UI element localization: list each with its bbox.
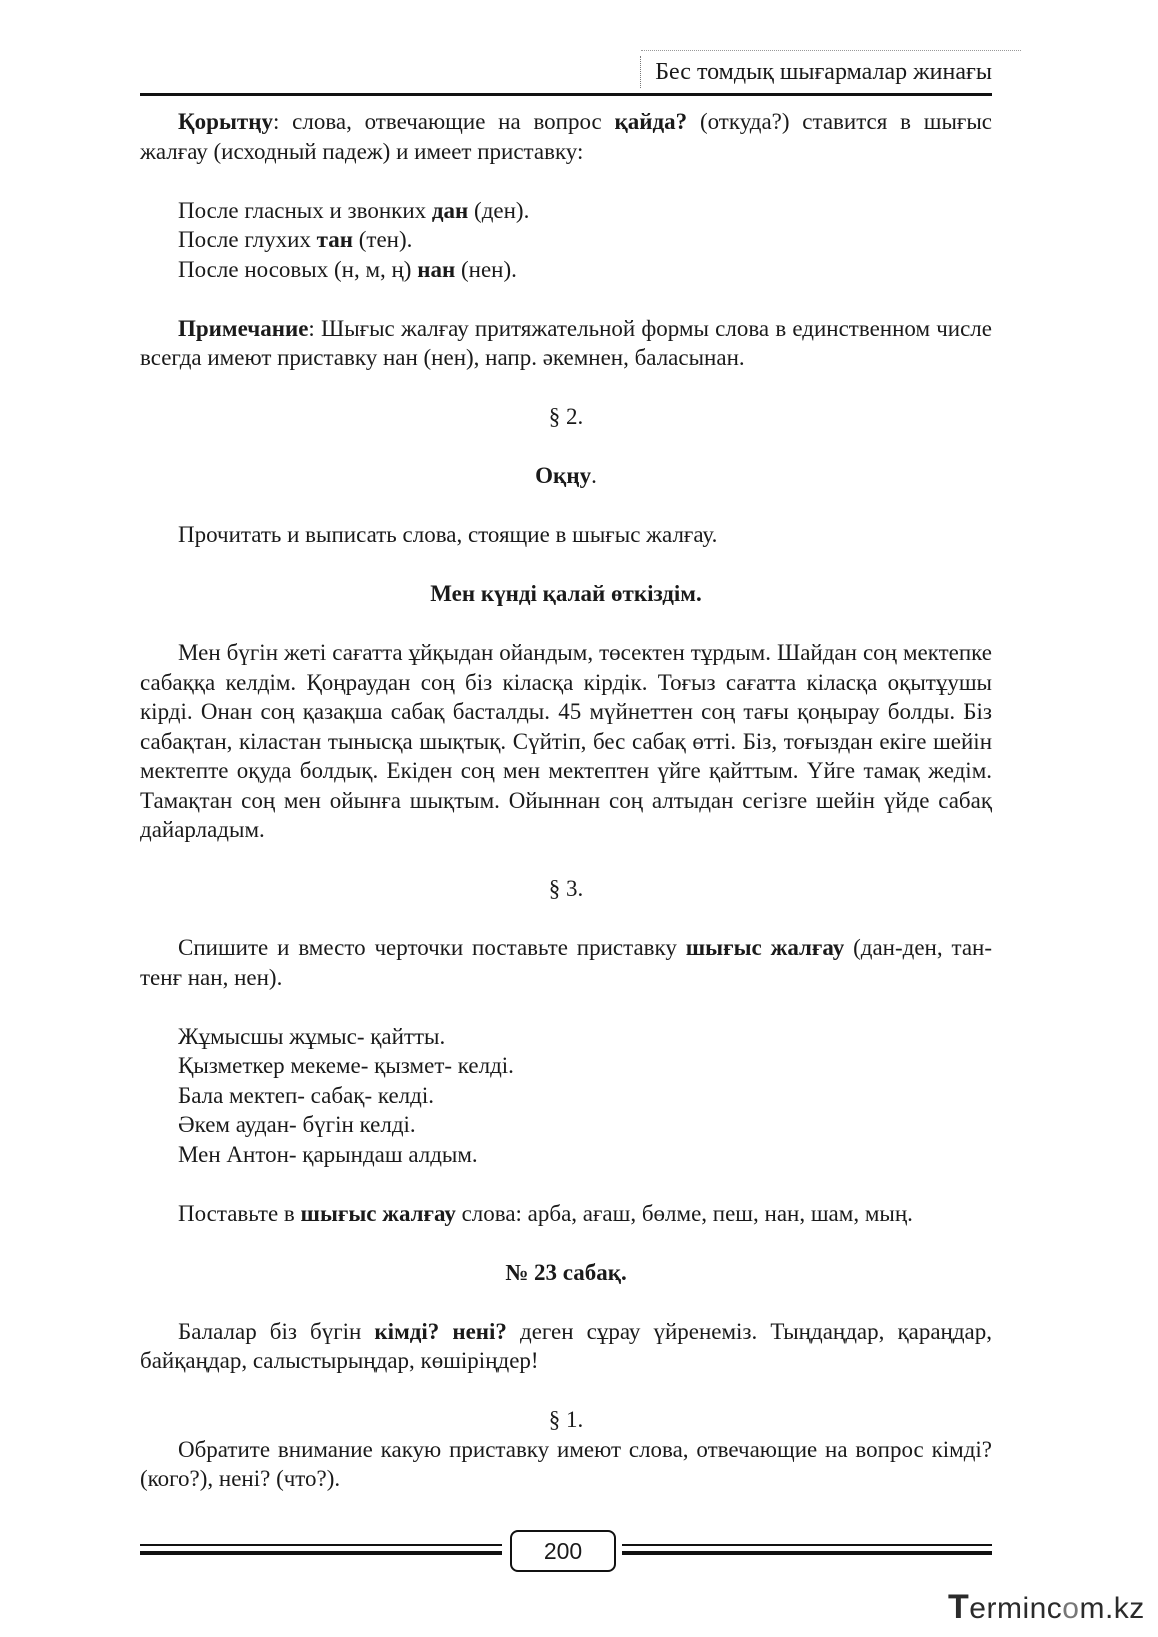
footer-rule-right	[622, 1544, 992, 1546]
intro-paragraph: Балалар біз бүгін кімді? нені? деген сұрау үйренеміз. Тыңдаңдар, қараңдар, байқаңдар, салыстырыңдар, көшіріңдер!	[140, 1318, 993, 1373]
footer-rule-left-thick	[140, 1551, 502, 1555]
definition-paragraph: Қорытңу: слова, отвечающие на вопрос қайда? (откуда?) ставится в шығыс жалғау (исходный падеж) и имеет приставку:	[140, 109, 992, 164]
running-header	[140, 52, 992, 96]
section-heading: Оқңу.	[535, 463, 597, 488]
task-paragraph: Спишите и вместо черточки поставьте приставку шығыс жалғау (дан-ден, тан-тенғ нан, нен).	[140, 935, 992, 990]
section-mark: § 3.	[548, 876, 584, 901]
exercise-line: Мен Антон- қарындаш алдым.	[178, 1141, 478, 1167]
note-paragraph: Примечание: Шығыс жалғау притяжательной формы слова в единственном числе всегда имеют приставку нан (нен), напр. әкемнен, баласынан.	[140, 315, 992, 370]
page-footer	[140, 1530, 992, 1570]
header-rule	[140, 93, 992, 96]
story-text: Мен бүгін жеті сағатта ұйқыдан ойандым, төсектен тұрдым. Шайдан соң мектепке сабаққа келдім. Қоңраудан соң біз кіласқа кірдік. Тоғыз сағатта кіласқа оқытұушы кірді. Онан соң қазақша сабақ басталды. 45 мүйнеттен соң тағы қоңырау болды. Біз сабақтан, кіластан тынысқа шықтық. Сүйтіп, бес сабақ өтті. Біз, тоғыздан екіге шейін мектепте оқуда болдық. Екіден соң мен мектептен үйге қайттым. Үйге тамақ жедім. Тамақтан соң мен ойынға шықтым. Ойыннан соң алтыдан сегізге шейін үйде сабақ дайарладым.	[140, 640, 992, 842]
exercise-line: Бала мектеп- сабақ- келді.	[178, 1082, 434, 1108]
footer-rule-left	[140, 1544, 502, 1546]
section-mark: § 2.	[548, 404, 584, 429]
closing-paragraph: Обратите внимание какую приставку имеют слова, отвечающие на вопрос кімді? (кого?), нені? (что?).	[140, 1436, 992, 1491]
rule-line: После гласных и звонких дан (ден).	[178, 197, 530, 223]
question-word: қайда?	[614, 109, 688, 134]
exercise-line: Қызметкер мекеме- қызмет- келді.	[178, 1053, 514, 1078]
exercise-line: Әкем аудан- бүгін келді.	[178, 1112, 416, 1137]
lesson-heading: № 23 сабақ.	[505, 1259, 627, 1285]
footer-rule-right-thick	[622, 1551, 992, 1555]
exercise-line: Жұмысшы жұмыс- қайтты.	[178, 1023, 446, 1049]
term: Қорытңу	[178, 109, 273, 134]
section-mark: § 1.	[548, 1407, 584, 1432]
header-title: Бес томдық шығармалар жинағы	[640, 56, 992, 88]
page-number: 200	[510, 1530, 616, 1572]
rule-line: После глухих тан (тен).	[178, 227, 413, 252]
watermark-logo: Termincom.kz	[948, 1588, 1145, 1626]
page-body	[140, 107, 992, 1494]
rule-line: После носовых (н, м, ң) нан (нен).	[178, 256, 517, 282]
task-paragraph: Поставьте в шығыс жалғау слова: арба, ағаш, бөлме, пеш, нан, шам, мың.	[178, 1200, 913, 1226]
story-title: Мен күнді қалай өткіздім.	[430, 581, 702, 606]
task-paragraph: Прочитать и выписать слова, стоящие в шығыс жалғау.	[178, 522, 718, 547]
